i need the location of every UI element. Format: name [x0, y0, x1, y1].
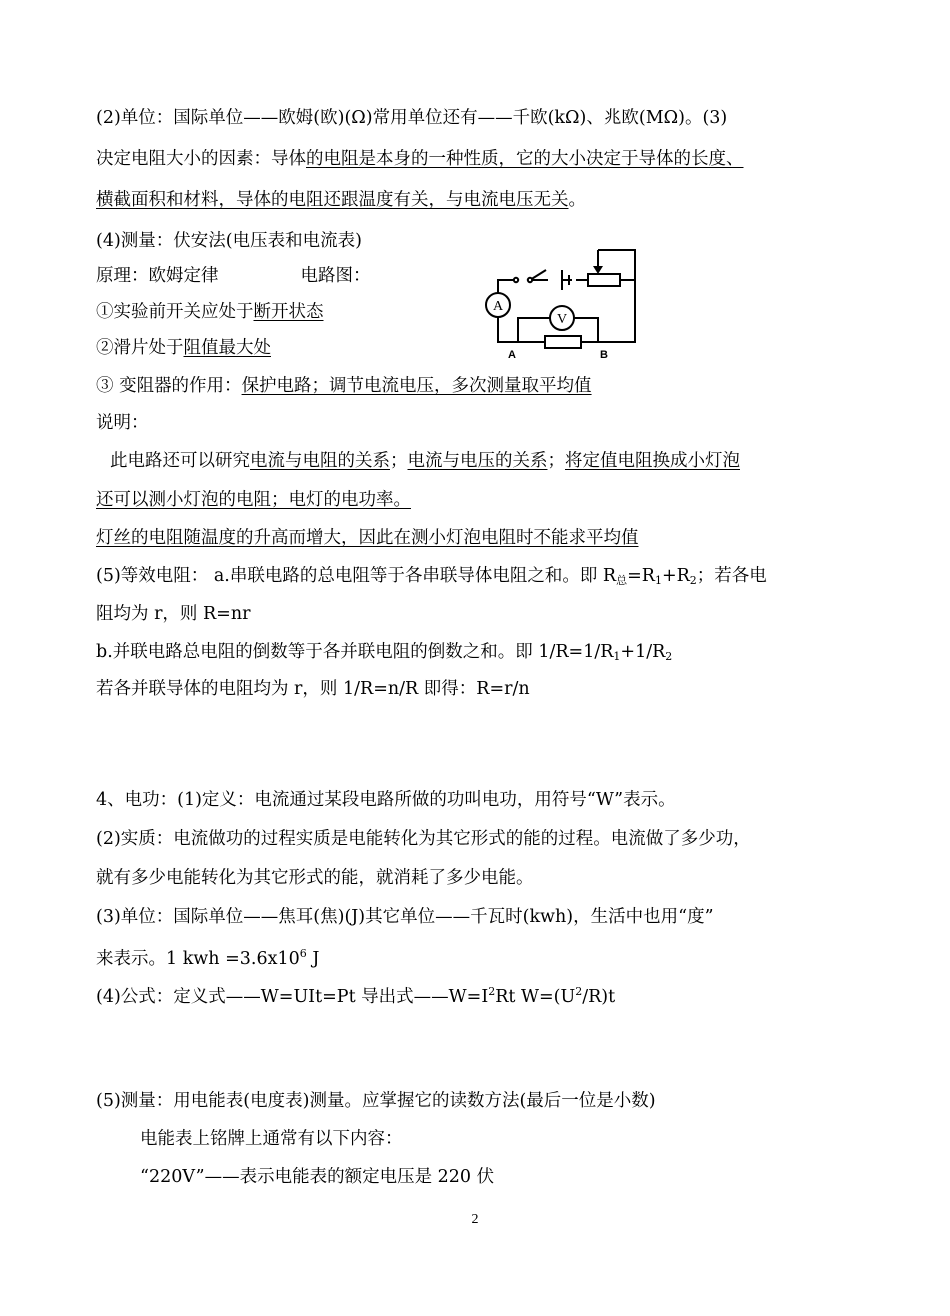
underlined-text: 断开状态 [253, 302, 324, 322]
text-span: 原理：欧姆定律 [96, 266, 219, 286]
subscript: 总 [616, 574, 628, 587]
text-span: 。 [568, 190, 586, 210]
voltmeter-symbol: V [556, 312, 568, 327]
underlined-text: 电流与电压的关系 [407, 451, 548, 471]
text-span: (5)等效电阻： a.串联电路的总电阻等于各串联导体电阻之和。即 R [96, 566, 617, 586]
underlined-text: 阻值最大处 [183, 338, 271, 358]
text-line [96, 564, 767, 593]
underlined-text: 的电阻是本身的一种性质，它的大小决定于导体的长度、 [306, 149, 744, 169]
subscript: 2 [665, 650, 673, 663]
subscript: 1 [654, 574, 662, 587]
ammeter-symbol: A [492, 299, 504, 314]
text-line: 电能表上铭牌上通常有以下内容： [140, 1129, 403, 1149]
text-line: 就有多少电能转化为其它形式的能，就消耗了多少电能。 [96, 868, 534, 888]
rheostat-slider-arrow [593, 266, 603, 274]
text-span: b.并联电路总电阻的倒数等于各并联电阻的倒数之和。即 1/R=1/R [96, 642, 614, 662]
text-span: Rt W=(U [495, 987, 576, 1007]
text-span: ；若各电 [696, 566, 767, 586]
underlined-text: 电流与电阻的关系 [250, 451, 390, 471]
text-span: ； [390, 451, 408, 471]
text-span: J [306, 949, 320, 969]
text-span: (4)公式：定义式——W=UIt=Pt 导出式——W=I [96, 987, 489, 1007]
text-span: 电路图： [300, 266, 371, 286]
text-span: +1/R [620, 642, 666, 662]
text-line [96, 336, 271, 360]
text-line [96, 526, 639, 550]
text-span: =R [627, 566, 655, 586]
underlined-text: 横截面积和材料，导体的电阻还跟温度有关，与电流电压无关 [96, 190, 569, 210]
point-b-label: B [600, 349, 608, 360]
rheostat-body [588, 274, 620, 286]
underlined-text: 灯丝的电阻随温度的升高而增大，因此在测小灯泡电阻时不能求平均值 [96, 528, 639, 548]
superscript: 2 [488, 985, 496, 998]
circuit-diagram [480, 248, 640, 360]
text-span: 来表示。1 kwh =3.6x10 [96, 949, 300, 969]
text-line [96, 264, 371, 288]
text-span: /R)t [582, 987, 616, 1007]
underlined-text: 保护电路；调节电流电压，多次测量取平均值 [241, 376, 592, 396]
text-line [110, 449, 740, 473]
text-span: ； [547, 451, 565, 471]
subscript: 1 [613, 650, 621, 663]
text-line [96, 300, 324, 324]
text-line: (2)实质：电流做功的过程实质是电能转化为其它形式的能的过程。电流做了多少功， [96, 829, 751, 849]
text-line [96, 488, 411, 512]
text-span: ③ 变阻器的作用： [96, 376, 242, 396]
text-line: (3)单位：国际单位——焦耳(焦)(J)其它单位——千瓦时(kwh)，生活中也用“度” [96, 907, 714, 927]
text-line [96, 374, 592, 398]
text-line [96, 640, 672, 669]
text-line: 阻均为 r，则 R=nr [96, 604, 251, 624]
subscript: 2 [689, 574, 697, 587]
superscript: 6 [299, 947, 307, 960]
text-line: “220V”——表示电能表的额定电压是 220 伏 [140, 1167, 495, 1187]
switch-contact [528, 278, 532, 282]
text-span: ②滑片处于 [96, 338, 184, 358]
switch-contact [514, 278, 518, 282]
text-line: 若各并联导体的电阻均为 r，则 1/R=n/R 即得：R=r/n [96, 679, 530, 699]
text-line: (5)测量：用电能表(电度表)测量。应掌握它的读数方法(最后一位是小数) [96, 1091, 656, 1111]
text-line [96, 147, 744, 171]
fixed-resistor [545, 336, 581, 348]
underlined-text: 还可以测小灯泡的电阻；电灯的电功率。 [96, 490, 411, 510]
text-line [96, 980, 615, 1009]
text-span: +R [661, 566, 690, 586]
text-span: ①实验前开关应处于 [96, 302, 254, 322]
text-line: 4、电功：(1)定义：电流通过某段电路所做的功叫电功，用符号“W”表示。 [96, 790, 676, 810]
point-a-label: A [508, 349, 516, 360]
text-span: 此电路还可以研究 [110, 451, 250, 471]
page-number: 2 [471, 1212, 479, 1227]
text-line: 说明： [96, 413, 149, 433]
text-line: (2)单位：国际单位——欧姆(欧)(Ω)常用单位还有——千欧(kΩ)、兆欧(MΩ)。(3) [96, 108, 728, 128]
text-line [96, 188, 586, 212]
underlined-text: 将定值电阻换成小灯泡 [565, 451, 740, 471]
superscript: 2 [575, 985, 583, 998]
text-span: 决定电阻大小的因素：导体 [96, 149, 306, 169]
text-line: (4)测量：伏安法(电压表和电流表) [96, 231, 362, 251]
text-line [96, 942, 319, 971]
